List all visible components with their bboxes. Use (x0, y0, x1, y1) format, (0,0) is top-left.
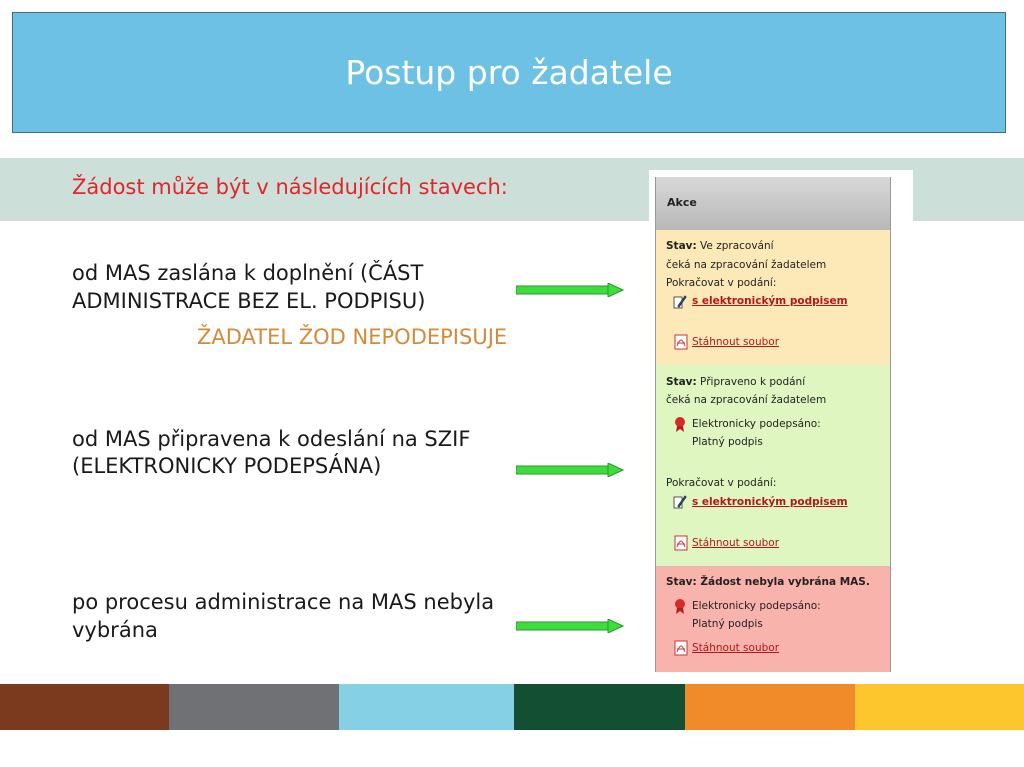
waiting-text: čeká na zpracování žadatelem (666, 259, 827, 271)
state-3-line-2: vybrána (72, 618, 158, 642)
applicant-note: ŽADATEL ŽOD NEPODEPISUJE (197, 325, 508, 349)
arrow-right-icon (516, 283, 624, 297)
panel-header-label: Akce (667, 196, 697, 209)
subtitle: Žádost může být v následujících stavech: (72, 175, 508, 199)
ribbon-seal-icon (673, 598, 687, 614)
state-2-line-1: od MAS připravena k odeslání na SZIF (72, 427, 471, 451)
valid-signature: Platný podpis (692, 436, 763, 448)
download-link[interactable]: Stáhnout soubor (692, 642, 780, 654)
continue-label: Pokračovat v podání: (666, 477, 777, 489)
state-yellow (655, 230, 891, 365)
stav-value: Připraveno k podání (696, 376, 806, 388)
title-banner (12, 12, 1006, 133)
state-red (655, 566, 891, 672)
ribbon-seal-icon (673, 416, 687, 432)
download-link[interactable]: Stáhnout soubor (692, 537, 780, 549)
state-1-line-2: ADMINISTRACE BEZ EL. PODPISU) (72, 289, 426, 313)
stav-rejected: Stav: Žádost nebyla vybrána MAS. (666, 576, 870, 588)
download-link[interactable]: Stáhnout soubor (692, 336, 780, 348)
pen-sign-icon (673, 494, 687, 510)
signed-label: Elektronicky podepsáno: (692, 600, 821, 612)
pdf-icon (673, 535, 689, 551)
arrow-right-icon (516, 463, 624, 477)
stav-label: Stav: (666, 240, 697, 252)
footer-bar-lightblue (339, 684, 514, 730)
arrow-right-icon (516, 619, 624, 633)
state-2-line-2: (ELEKTRONICKY PODEPSÁNA) (72, 454, 382, 478)
footer-bar-orange (685, 684, 855, 730)
footer-bar-brown (0, 684, 169, 730)
waiting-text: čeká na zpracování žadatelem (666, 394, 827, 406)
valid-signature: Platný podpis (692, 618, 763, 630)
footer-bar-gray (169, 684, 339, 730)
page-title: Postup pro žadatele (345, 53, 673, 92)
signed-label: Elektronicky podepsáno: (692, 418, 821, 430)
stav-value: Ve zpracování (696, 240, 774, 252)
pdf-icon (673, 334, 689, 350)
footer-bar-darkgreen (514, 684, 685, 730)
state-green (655, 365, 891, 566)
sign-link[interactable]: s elektronickým podpisem (692, 295, 848, 307)
state-3-line-1: po procesu administrace na MAS nebyla (72, 590, 495, 614)
continue-label: Pokračovat v podání: (666, 277, 777, 289)
footer-bar-yellow (855, 684, 1024, 730)
stav-label: Stav: (666, 376, 697, 388)
panel-header (655, 177, 891, 230)
state-1-line-1: od MAS zaslána k doplnění (ČÁST (72, 261, 424, 285)
sign-link[interactable]: s elektronickým podpisem (692, 496, 848, 508)
pdf-icon (673, 640, 689, 656)
pen-sign-icon (673, 294, 687, 310)
